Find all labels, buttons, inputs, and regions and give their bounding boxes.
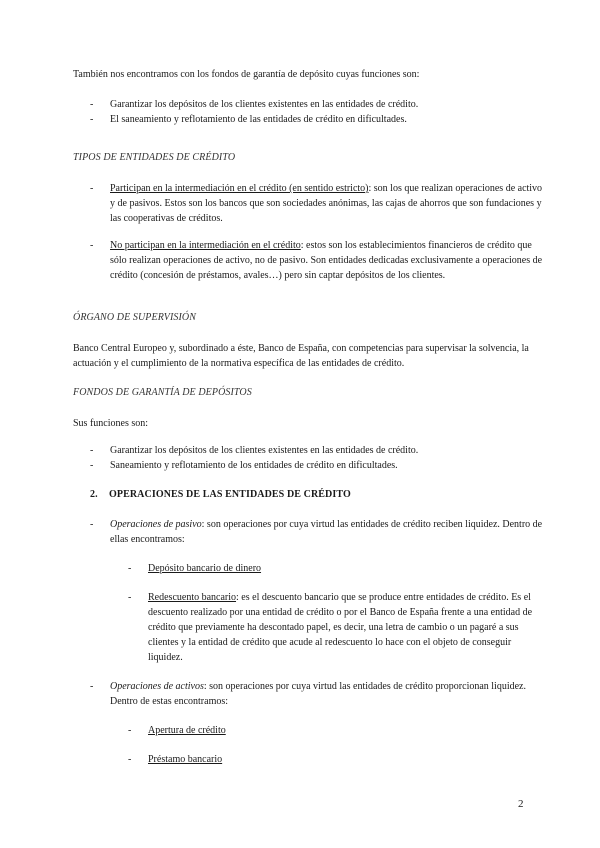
- bullet-dash: -: [90, 445, 94, 456]
- list-item-text: Saneamiento y reflotamiento de los entidades de crédito en dificultades.: [110, 460, 398, 471]
- term-description: : son los que realizan operaciones de activo y de pasivos. Estos son los bancos que son sociedades anónimas, las cajas de ahorros que son fundaciones y las cooperativas de créditos.: [110, 183, 543, 224]
- list-item-text: [90, 679, 544, 709]
- section-number: 2.: [90, 489, 98, 500]
- bullet-dash: -: [128, 754, 132, 765]
- list-item: [90, 238, 544, 283]
- list-item: [90, 112, 544, 127]
- sub-list-item: [128, 752, 544, 767]
- term-description: : estos son los establecimientos financieros de crédito que sólo realizan operaciones de activo, no de pasivo. Son entidades dedicadas exclusivamente a operaciones de crédito (concesión de préstamos, avales…) pero sin captar depósitos de los clientes.: [110, 240, 543, 281]
- fondos-intro: Sus funciones son:: [73, 418, 148, 429]
- bullet-dash: -: [90, 114, 94, 125]
- list-item: [90, 458, 544, 473]
- list-item: [90, 443, 544, 458]
- page-number: 2: [518, 798, 524, 810]
- list-item: [90, 97, 544, 112]
- term-description: : es el descuento bancario que se produce entre entidades de crédito. Es el descuento realizado por una entidad de crédito o por el Banco de España frente a una entidad de crédito que previamente ha descontado papel, es decir, una letra de cambio o un pagaré a sus clientes y la entidad de crédito que acude al redescuento lo hace con el objeto de conseguir liquidez.: [148, 592, 533, 663]
- bullet-dash: -: [128, 592, 132, 603]
- bullet-dash: -: [128, 725, 132, 736]
- bullet-dash: -: [90, 460, 94, 471]
- section-2-heading: [90, 487, 351, 502]
- term-description: : son operaciones por cuya virtud las entidades de crédito reciben liquidez. Dentro de ellas encontramos:: [110, 519, 543, 545]
- list-item: [90, 517, 544, 547]
- bullet-dash: -: [128, 563, 132, 574]
- sub-item-apertura: Apertura de crédito: [148, 725, 226, 736]
- bullet-dash: -: [90, 681, 94, 692]
- term-pasivo: Operaciones de pasivo: [110, 519, 202, 530]
- list-item-text: Garantizar los depósitos de los clientes existentes en las entidades de crédito.: [110, 445, 419, 456]
- list-item: [90, 679, 544, 709]
- list-item-text: [90, 238, 544, 283]
- sub-item-text: [128, 590, 544, 665]
- list-item-text: El saneamiento y reflotamiento de las entidades de crédito en dificultades.: [110, 114, 407, 125]
- term-no-participan: No participan en la intermediación en el crédito: [110, 240, 301, 251]
- sub-list-item: [128, 590, 544, 665]
- intro-paragraph: También nos encontramos con los fondos de garantía de depósito cuyas funciones son:: [73, 69, 420, 80]
- sub-item-prestamo: Préstamo bancario: [148, 754, 223, 765]
- bullet-dash: -: [90, 240, 94, 251]
- list-item-text: [90, 181, 544, 226]
- term-activo: Operaciones de activos: [110, 681, 204, 692]
- list-item: [90, 181, 544, 226]
- term-redescuento: Redescuento bancario: [148, 592, 237, 603]
- section-title: OPERACIONES DE LAS ENTIDADES DE CRÉDITO: [109, 489, 351, 500]
- bullet-dash: -: [90, 99, 94, 110]
- sub-item-deposito: Depósito bancario de dinero: [148, 563, 262, 574]
- sub-list-item: [128, 723, 544, 738]
- heading-tipos: TIPOS DE ENTIDADES DE CRÉDITO: [73, 152, 236, 163]
- bullet-dash: -: [90, 519, 94, 530]
- sub-list-item: [128, 561, 544, 576]
- heading-fondos: FONDOS DE GARANTÍA DE DEPÓSITOS: [73, 387, 252, 398]
- list-item-text: Garantizar los depósitos de los clientes existentes en las entidades de crédito.: [110, 99, 419, 110]
- term-participan: Participan en la intermediación en el crédito (en sentido estricto): [110, 183, 369, 194]
- list-item-text: [90, 517, 544, 547]
- heading-organo: ÓRGANO DE SUPERVISIÓN: [73, 312, 197, 323]
- term-description: : son operaciones por cuya virtud las entidades de crédito proporcionan liquidez. Dentro de estas encontramos:: [110, 681, 526, 707]
- bullet-dash: -: [90, 183, 94, 194]
- organo-paragraph: Banco Central Europeo y, subordinado a éste, Banco de España, con competencias para supervisar la solvencia, la actuación y el cumplimiento de la normativa específica de las entidades de crédito.: [73, 343, 529, 369]
